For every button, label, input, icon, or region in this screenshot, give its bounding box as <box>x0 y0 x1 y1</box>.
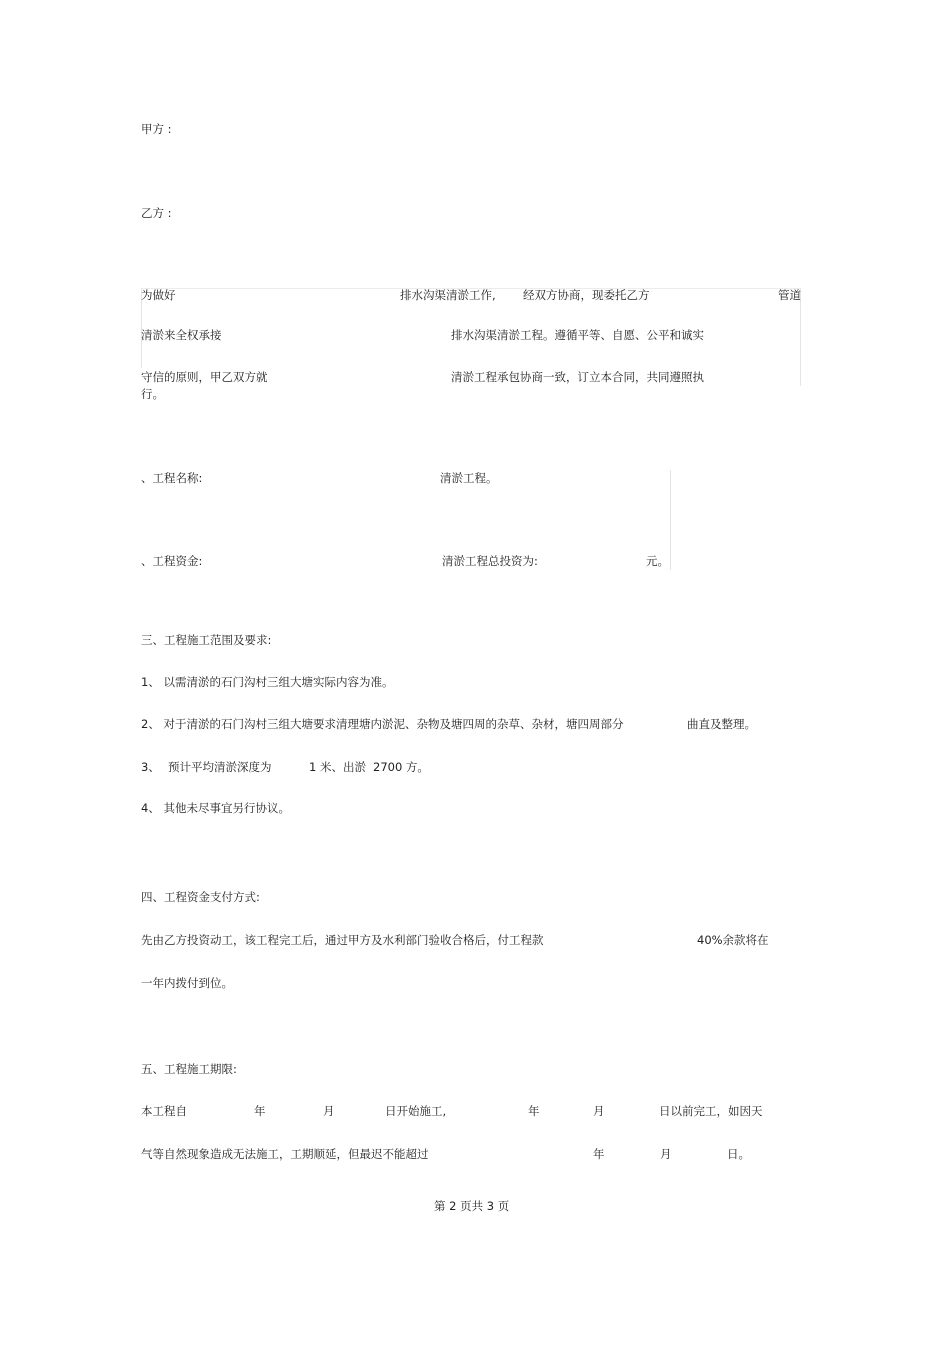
section4-line1: 先由乙方投资动工，该工程完工后，通过甲方及水利部门验收合格后，付工程款 <box>141 933 544 947</box>
project-funds-label: 、工程资金: <box>141 554 203 568</box>
end-year-unit: 年 <box>528 1104 540 1118</box>
section3-item3-volume: 2700 方。 <box>373 760 429 774</box>
section3-item2-end: 曲直及整理。 <box>687 717 756 731</box>
section3-item2: 2、 对于清淤的石门沟村三组大塘要求清理塘内淤泥、杂物及塘四周的杂草、杂材，塘四周部分 <box>141 717 624 731</box>
start-year-unit: 年 <box>254 1104 266 1118</box>
preamble-line2-end: 排水沟渠清淤工程。遵循平等、自愿、公平和诚实 <box>451 328 704 342</box>
start-day-text: 日开始施工, <box>385 1104 447 1118</box>
table-border-right <box>800 288 801 386</box>
section3-item3-text: 预计平均清淤深度为 <box>168 760 272 774</box>
section4-line2: 一年内拨付到位。 <box>141 976 233 990</box>
preamble-line3-start: 守信的原则，甲乙双方就 <box>141 370 268 384</box>
section5-heading: 五、工程施工期限: <box>141 1062 237 1076</box>
deadline-month-unit: 月 <box>660 1147 672 1161</box>
end-day-text: 日以前完工，如因天 <box>659 1104 763 1118</box>
project-funds-unit: 元。 <box>646 554 669 568</box>
deadline-year-unit: 年 <box>593 1147 605 1161</box>
section5-line1-start: 本工程自 <box>141 1104 187 1118</box>
preamble-line1-mid2: 经双方协商，现委托乙方 <box>523 288 650 302</box>
project-name-value: 清淤工程。 <box>440 471 498 485</box>
party-a-label: 甲方 : <box>141 122 172 136</box>
preamble-line1-mid: 排水沟渠清淤工作, <box>400 288 496 302</box>
section3-item4: 4、 其他未尽事宜另行协议。 <box>141 801 290 815</box>
preamble-line1-end: 管道 <box>778 288 801 302</box>
project-funds-value: 清淤工程总投资为: <box>442 554 538 568</box>
section3-heading: 三、工程施工范围及要求: <box>141 633 272 647</box>
preamble-line1-start: 为做好 <box>141 288 176 302</box>
section3-item3-depth: 1 米、出淤 <box>309 760 366 774</box>
deadline-day-unit: 日。 <box>727 1147 750 1161</box>
section3-item3-number: 3、 <box>141 760 160 774</box>
project-name-label: 、工程名称: <box>141 471 203 485</box>
section4-line1-end: 40%余款将在 <box>697 933 769 947</box>
preamble-line2-start: 清淤来全权承接 <box>141 328 222 342</box>
preamble-line4: 行。 <box>141 387 164 401</box>
page-number: 第 2 页共 3 页 <box>434 1199 510 1213</box>
preamble-line3-end: 清淤工程承包协商一致，订立本合同，共同遵照执 <box>451 370 704 384</box>
party-b-label: 乙方 : <box>141 206 172 220</box>
table-border-right-2 <box>670 470 671 570</box>
start-month-unit: 月 <box>323 1104 335 1118</box>
section3-item1: 1、 以需清淤的石门沟村三组大塘实际内容为准。 <box>141 675 394 689</box>
section5-line2: 气等自然现象造成无法施工，工期顺延，但最迟不能超过 <box>141 1147 429 1161</box>
section4-heading: 四、工程资金支付方式: <box>141 890 260 904</box>
end-month-unit: 月 <box>593 1104 605 1118</box>
